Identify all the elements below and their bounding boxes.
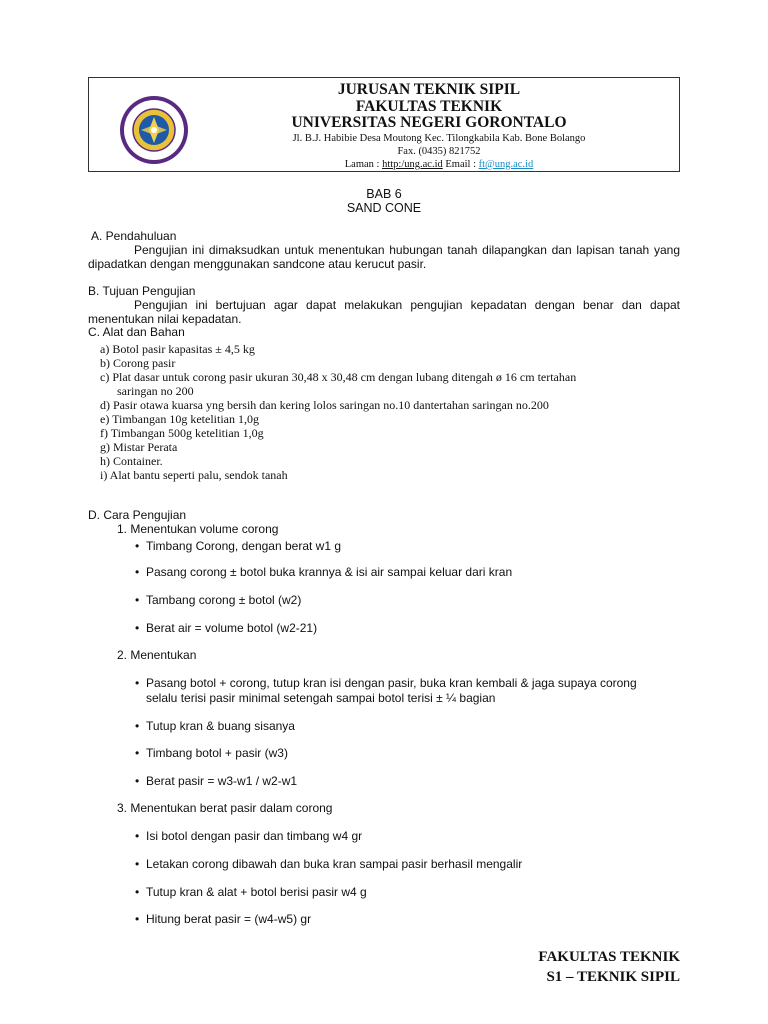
section-d-heading: D. Cara Pengujian: [88, 508, 187, 522]
step-bullet: • Hitung berat pasir = (w4-w5) gr: [146, 912, 311, 926]
web-label: Laman :: [344, 159, 383, 170]
list-item: g) Mistar Perata: [100, 440, 178, 454]
list-item: a) Botol pasir kapasitas ± 4,5 kg: [100, 342, 255, 356]
university-title: UNIVERSITAS NEGERI GORONTALO: [291, 114, 567, 131]
list-item: d) Pasir otawa kuarsa yng bersih dan kering lolos saringan no.10 dantertahan saringan no.200: [100, 398, 549, 412]
faculty-title: FAKULTAS TEKNIK: [355, 98, 503, 115]
step-bullet: • Berat pasir = w3-w1 / w2-w1: [146, 774, 297, 788]
university-logo-icon: [119, 95, 189, 165]
section-a-heading: A. Pendahuluan: [91, 229, 177, 243]
list-item: e) Timbangan 10g ketelitian 1,0g: [100, 412, 259, 426]
email-label: Email :: [442, 159, 479, 170]
step-bullet: • Tambang corong ± botol (w2): [146, 593, 301, 607]
step-bullet: • Tutup kran & buang sisanya: [146, 719, 295, 733]
list-item: h) Container.: [100, 454, 163, 468]
step-bullet: • Berat air = volume botol (w2-21): [146, 621, 317, 635]
step-bullet: • Pasang botol + corong, tutup kran isi dengan pasir, buka kran kembali & jaga supaya corong: [146, 676, 637, 690]
step-title: 3. Menentukan berat pasir dalam corong: [117, 801, 333, 815]
step-bullet: • Timbang Corong, dengan berat w1 g: [146, 539, 341, 553]
step-bullet: • Pasang corong ± botol buka krannya & isi air sampai keluar dari kran: [146, 565, 512, 579]
section-b-text: Pengujian ini bertujuan agar dapat melakukan pengujian kepadatan dengan benar dan dapat menentukan nilai kepadatan.: [88, 298, 680, 326]
address: Jl. B.J. Habibie Desa Moutong Kec. Tilongkabila Kab. Bone Bolango: [292, 133, 586, 144]
footer-program: S1 – TEKNIK SIPIL: [546, 969, 680, 985]
step-title: 2. Menentukan: [117, 648, 197, 662]
step-bullet: • Letakan corong dibawah dan buka kran sampai pasir berhasil mengalir: [146, 857, 522, 871]
step-bullet-continuation: selalu terisi pasir minimal setengah sampai botol terisi ± ¼ bagian: [146, 691, 496, 705]
section-c-heading: C. Alat dan Bahan: [88, 325, 185, 339]
step-bullet: • Timbang botol + pasir (w3): [146, 746, 288, 760]
list-item: f) Timbangan 500g ketelitian 1,0g: [100, 426, 264, 440]
footer-faculty: FAKULTAS TEKNIK: [538, 949, 680, 965]
website-link[interactable]: http:/ung.ac.id: [382, 159, 443, 170]
step-bullet: • Isi botol dengan pasir dan timbang w4 gr: [146, 829, 362, 843]
email-link[interactable]: ft@ung.ac.id: [478, 159, 534, 170]
department-title: JURUSAN TEKNIK SIPIL: [337, 81, 521, 98]
step-bullet: • Tutup kran & alat + botol berisi pasir w4 g: [146, 885, 367, 899]
section-a-text: Pengujian ini dimaksudkan untuk menentukan hubungan tanah dilapangkan dan lapisan tanah yang dipadatkan dengan menggunakan sandcone atau kerucut pasir.: [88, 243, 680, 271]
chapter-title: SAND CONE: [346, 201, 422, 215]
letterhead: [88, 77, 680, 172]
step-title: 1. Menentukan volume corong: [117, 522, 279, 536]
list-item: saringan no 200: [117, 384, 194, 398]
list-item: b) Corong pasir: [100, 356, 176, 370]
section-b-heading: B. Tujuan Pengujian: [88, 284, 196, 298]
list-item: c) Plat dasar untuk corong pasir ukuran 30,48 x 30,48 cm dengan lubang ditengah ø 16 cm tertahan: [100, 370, 577, 384]
list-item: i) Alat bantu seperti palu, sendok tanah: [100, 468, 288, 482]
web-line: [199, 158, 679, 171]
fax: Fax. (0435) 821752: [397, 146, 481, 157]
chapter-label: BAB 6: [366, 187, 402, 201]
